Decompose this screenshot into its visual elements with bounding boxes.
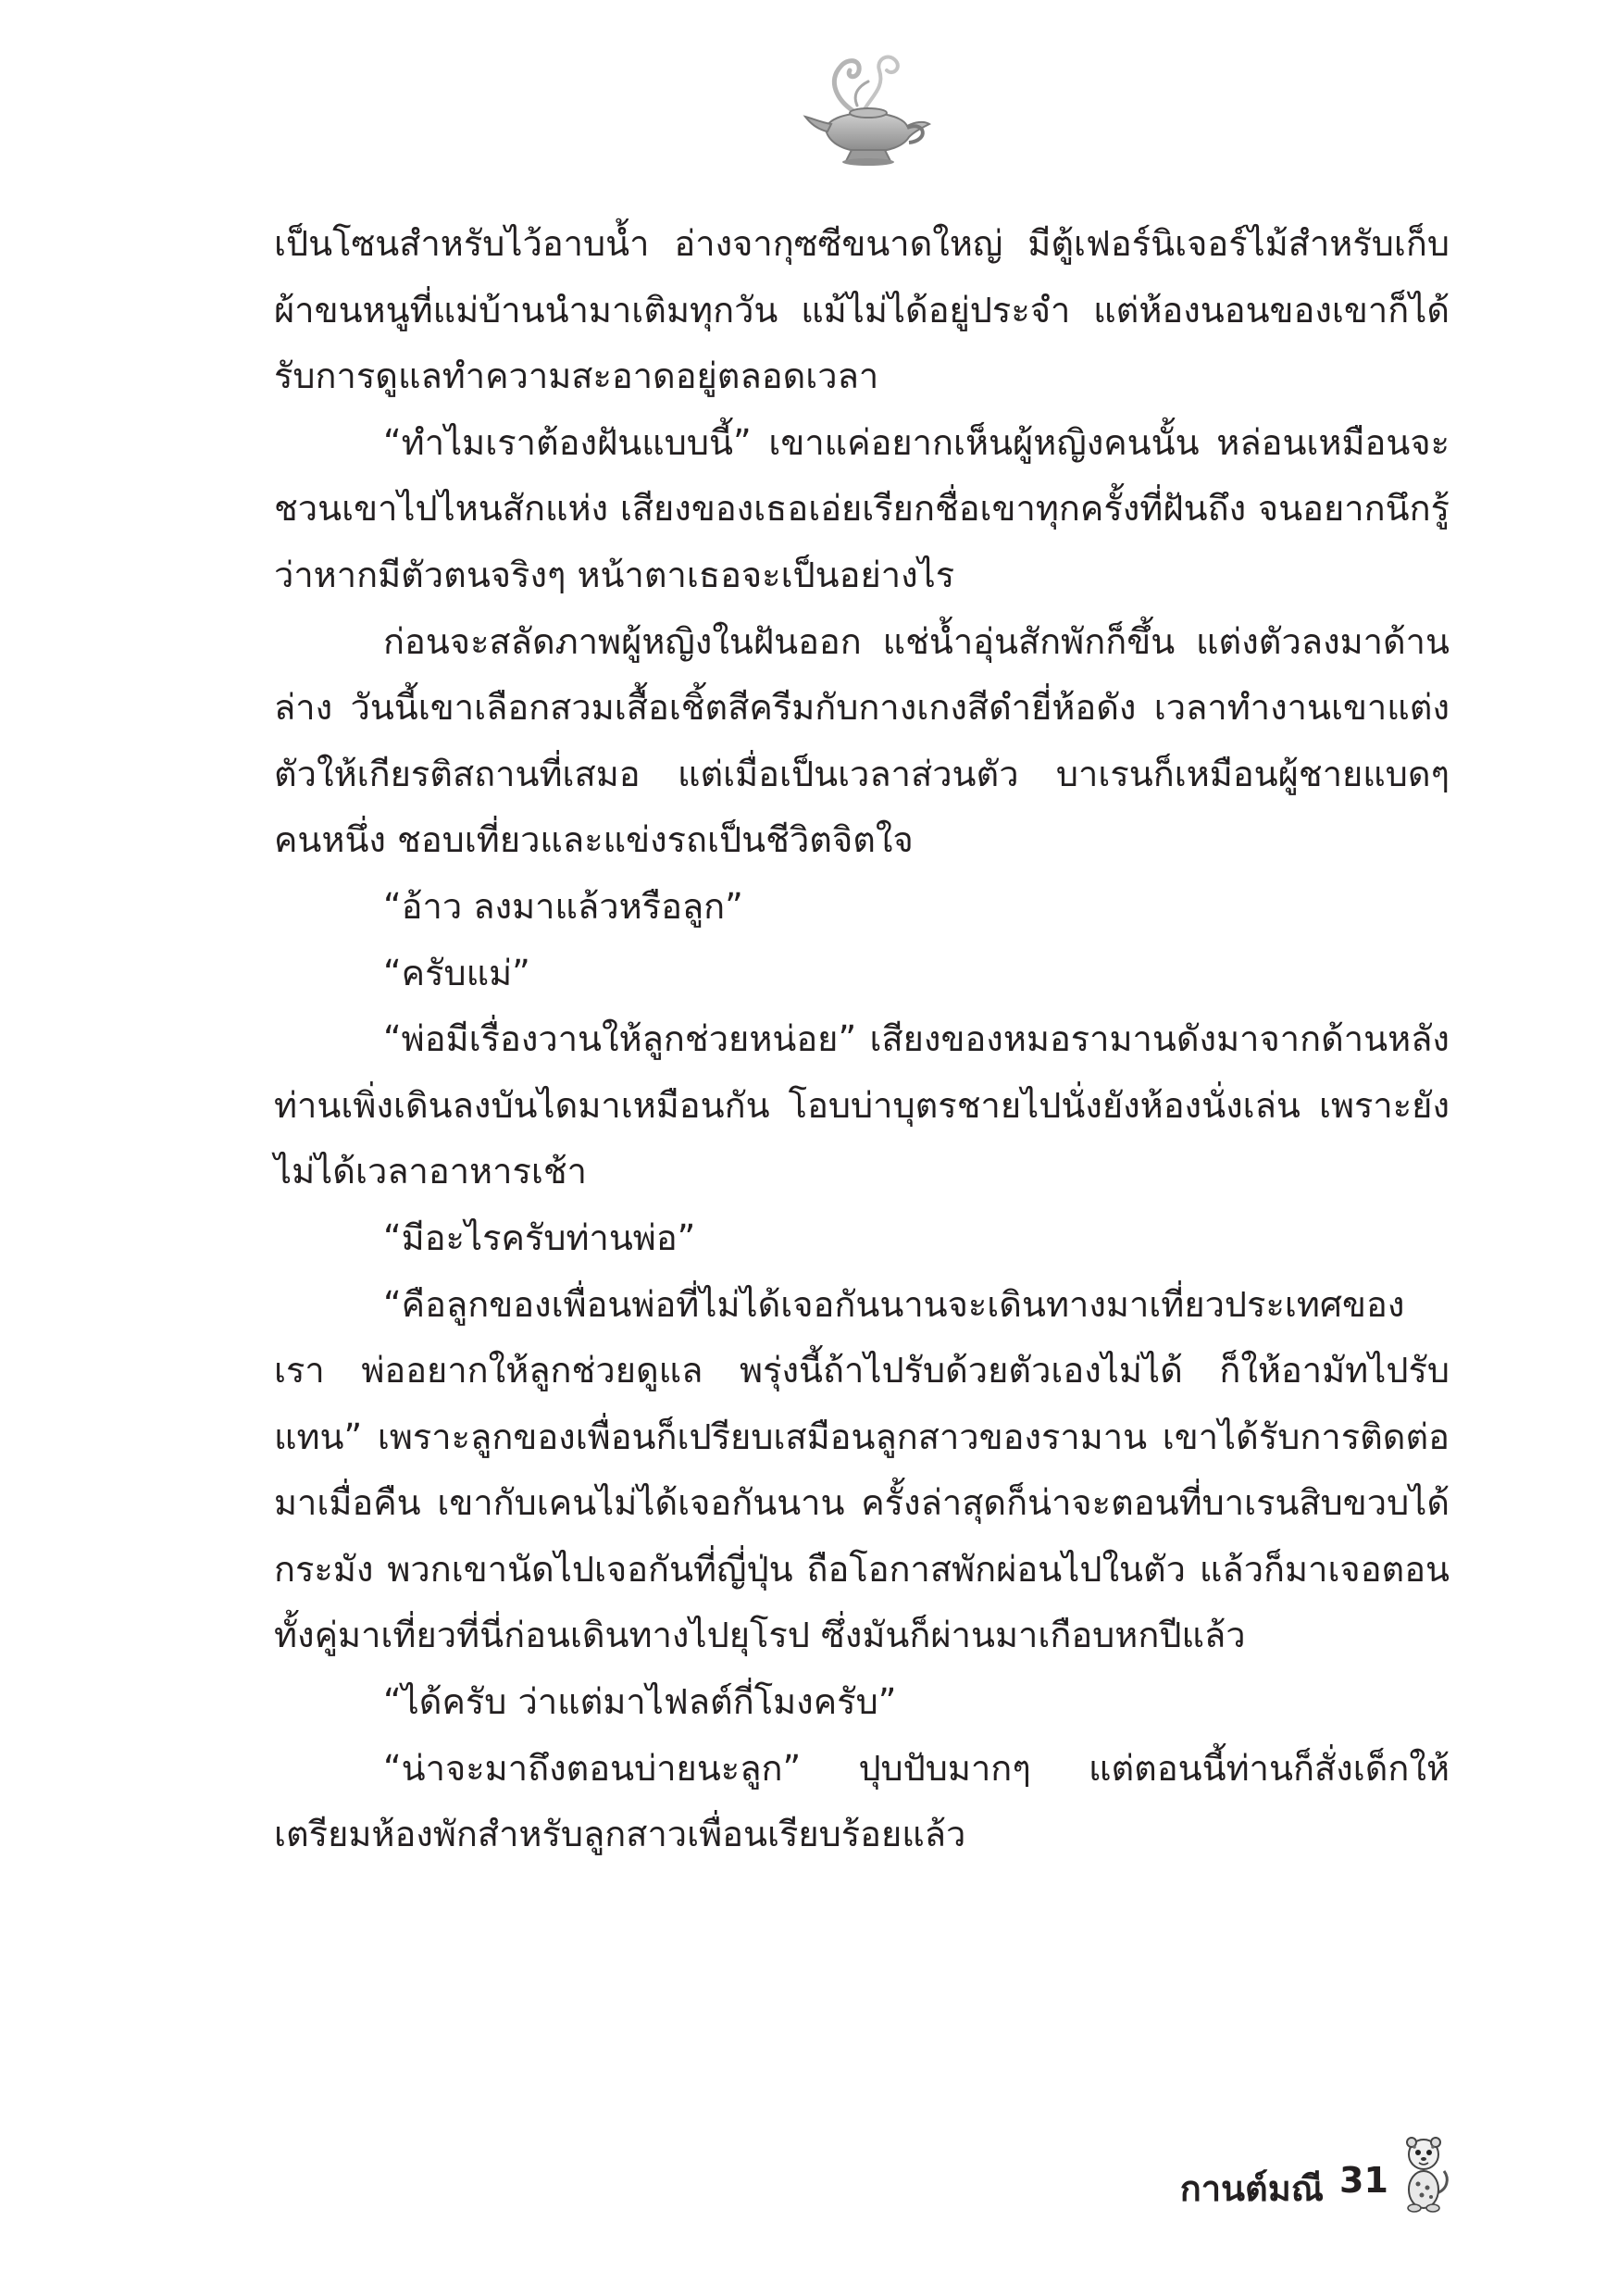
genie-lamp-icon <box>800 44 939 174</box>
dialogue-line: “ครับแม่” <box>383 952 530 993</box>
paragraph: “ทำไมเราต้องฝันแบบนี้” เขาแค่อยากเห็นผู้หญิงคนนั้น หล่อนเหมือนจะชวนเขาไปไหนสักแห่ง เสียงของเธอเอ่ยเรียกชื่อเขาทุกครั้งที่ฝันถึง จนอยากนึกรู้ว่าหากมีตัวตนจริงๆ หน้าตาเธอจะเป็นอย่างไร <box>274 421 1450 595</box>
book-title: กานต์มณี <box>1179 2168 1324 2209</box>
paragraph: “คือลูกของเพื่อนพ่อที่ไม่ได้เจอกันนานจะเดินทางมาเที่ยวประเทศของเรา พ่ออยากให้ลูกช่วยดูแล พรุ่งนี้ถ้าไปรับด้วยตัวเองไม่ได้ ก็ให้อามัทไปรับแทน” เพราะลูกของเพื่อนก็เปรียบเสมือนลูกสาวของรามาน เขาได้รับการติดต่อมาเมื่อคืน เขากับเคนไม่ได้เจอกันนาน ครั้งล่าสุดก็น่าจะตอนที่บาเรนสิบขวบได้กระมัง พวกเขานัดไปเจอกันที่ญี่ปุ่น ถือโอกาสพักผ่อนไปในตัว แล้วก็มาเจอตอนทั้งคู่มาเที่ยวที่นี่ก่อนเดินทางไปยุโรป ซึ่งมันก็ผ่านมาเกือบหกปีแล้ว <box>274 1283 1450 1656</box>
dialogue-line: “อ้าว ลงมาแล้วหรือลูก” <box>383 885 743 927</box>
paragraph: เป็นโซนสำหรับไว้อาบน้ำ อ่างจากุซซีขนาดใหญ่ มีตู้เฟอร์นิเจอร์ไม้สำหรับเก็บผ้าขนหนูที่แม่บ้านนำมาเติมทุกวัน แม้ไม่ได้อยู่ประจำ แต่ห้องนอนของเขาก็ได้รับการดูแลทำความสะอาดอยู่ตลอดเวลา <box>274 223 1450 397</box>
page-number: 31 <box>1339 2160 1388 2201</box>
dialogue-line: “มีอะไรครับท่านพ่อ” <box>383 1217 696 1258</box>
story-text <box>274 211 1450 1868</box>
leopard-mascot-icon <box>1394 2128 1453 2217</box>
page-footer <box>0 2125 1618 2236</box>
paragraph: ก่อนจะสลัดภาพผู้หญิงในฝันออก แช่น้ำอุ่นสักพักก็ขึ้น แต่งตัวลงมาด้านล่าง วันนี้เขาเลือกสวมเสื้อเชิ้ตสีครีมกับกางเกงสีดำยี่ห้อดัง เวลาทำงานเขาแต่งตัวให้เกียรติสถานที่เสมอ แต่เมื่อเป็นเวลาส่วนตัว บาเรนก็เหมือนผู้ชายแบดๆ คนหนึ่ง ชอบเที่ยวและแข่งรถเป็นชีวิตจิตใจ <box>274 620 1450 861</box>
dialogue-line: “ได้ครับ ว่าแต่มาไฟลต์กี่โมงครับ” <box>383 1681 897 1723</box>
paragraph: “พ่อมีเรื่องวานให้ลูกช่วยหน่อย” เสียงของหมอรามานดังมาจากด้านหลัง ท่านเพิ่งเดินลงบันไดมาเหมือนกัน โอบบ่าบุตรชายไปนั่งยังห้องนั่งเล่น เพราะยังไม่ได้เวลาอาหารเช้า <box>274 1018 1450 1192</box>
paragraph: “น่าจะมาถึงตอนบ่ายนะลูก” ปุบปับมากๆ แต่ตอนนี้ท่านก็สั่งเด็กให้เตรียมห้องพักสำหรับลูกสาวเพื่อนเรียบร้อยแล้ว <box>274 1747 1450 1855</box>
